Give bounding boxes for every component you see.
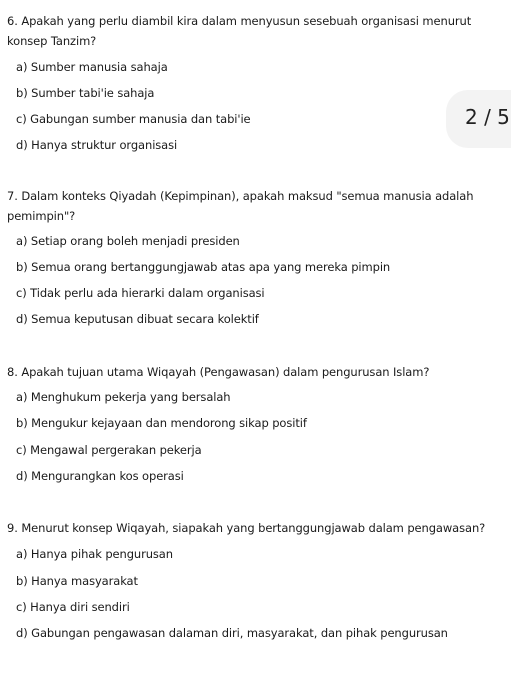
question-8-option-a: a) Menghukum pekerja yang bersalah — [16, 390, 231, 404]
question-8-option-c: c) Mengawal pergerakan pekerja — [16, 443, 202, 457]
question-6-option-c: c) Gabungan sumber manusia dan tabi'ie — [16, 112, 251, 126]
question-7-option-a: a) Setiap orang boleh menjadi presiden — [16, 234, 240, 248]
question-9-prompt: 9. Menurut konsep Wiqayah, siapakah yang bertanggungjawab dalam pengawasan? — [7, 521, 486, 535]
question-7-prompt: 7. Dalam konteks Qiyadah (Kepimpinan), apakah maksud "semua manusia adalah pemimpin"? — [7, 189, 474, 223]
question-9-option-b: b) Hanya masyarakat — [16, 574, 138, 588]
question-9-option-d: d) Gabungan pengawasan dalaman diri, masyarakat, dan pihak pengurusan — [16, 626, 448, 640]
question-6-option-a: a) Sumber manusia sahaja — [16, 60, 168, 74]
question-7-option-b: b) Semua orang bertanggungjawab atas apa yang mereka pimpin — [16, 260, 391, 274]
question-9-option-a: a) Hanya pihak pengurusan — [16, 547, 173, 561]
question-6-option-b: b) Sumber tabi'ie sahaja — [16, 86, 155, 100]
question-6-option-d: d) Hanya struktur organisasi — [16, 138, 178, 152]
question-8-option-b: b) Mengukur kejayaan dan mendorong sikap positif — [16, 416, 307, 430]
question-7-option-d: d) Semua keputusan dibuat secara kolektif — [16, 312, 259, 326]
question-6-prompt: 6. Apakah yang perlu diambil kira dalam menyusun sesebuah organisasi menurut konsep Tanzim? — [7, 14, 472, 48]
question-8-option-d: d) Mengurangkan kos operasi — [16, 469, 184, 483]
question-9-option-c: c) Hanya diri sendiri — [16, 600, 130, 614]
question-7-option-c: c) Tidak perlu ada hierarki dalam organisasi — [16, 286, 265, 300]
page-indicator: 2 / 5 — [465, 105, 510, 129]
question-8-prompt: 8. Apakah tujuan utama Wiqayah (Pengawasan) dalam pengurusan Islam? — [7, 365, 430, 379]
